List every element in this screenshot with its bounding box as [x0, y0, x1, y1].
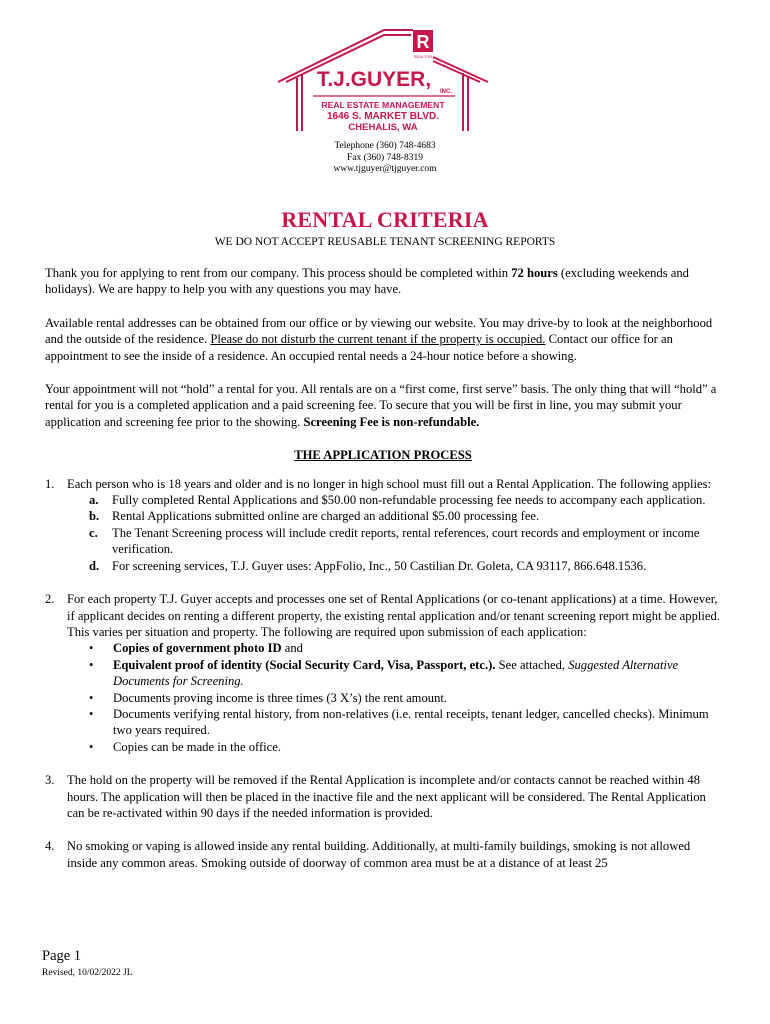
section-heading: THE APPLICATION PROCESS: [294, 448, 472, 463]
intro-paragraph-3: Your appointment will not “hold” a rental for you. All rentals are on a “first come, first serve” basis. The only thing that will “hold” a rental for you is a completed application and a paid screening fee. To secure that you will be first in line, you may submit your application and screening fee prior to the showing. Screening Fee is non-refundable.: [45, 382, 717, 429]
list-item-4: [45, 838, 721, 871]
bullet-icon: •: [89, 706, 94, 721]
intro-paragraph-2: Available rental addresses can be obtained from our office or by viewing our website. You may drive-by to look at the neighborhood and the outside of the residence. Please do not disturb the current tenant if the property is occupied. Contact our office for an appointment to see the inside of a residence. An occupied rental needs a 24-hour notice before a showing.: [45, 315, 713, 363]
contact-block: [0, 141, 770, 176]
sub-item-d: d. For screening services, T.J. Guyer uses: AppFolio, Inc., 50 Castilian Dr. Goleta, CA 93117, 866.648.1536.: [89, 558, 647, 573]
item-number: 1.: [45, 476, 55, 491]
item-number: 2.: [45, 592, 55, 607]
item-text: Each person who is 18 years and older and is no longer in high school must fill out a Rental Application. The following applies:: [67, 476, 712, 491]
page-title: RENTAL CRITERIA: [281, 207, 489, 232]
website: www.tjguyer@tjguyer.com: [333, 164, 437, 174]
revision-note: Revised, 10/02/2022 JL: [42, 968, 133, 978]
bullet-item: • Documents proving income is three times (3 X’s) the rent amount.: [89, 690, 448, 705]
bullet-icon: •: [89, 657, 94, 672]
intro-paragraph-1: Thank you for applying to rent from our company. This process should be completed within 72 hours (excluding weekends and holidays). We are happy to help you with any questions you may have.: [45, 266, 689, 297]
item-text: The hold on the property will be removed if the Rental Application is incomplete and/or contacts cannot be reached within 48 hours. The application will then be placed in the inactive file and the next applicant will be considered. The Rental Application can be re-activated within 90 days if the needed information is provided.: [67, 773, 706, 820]
list-item-2: [45, 591, 721, 755]
bullet-item: • Copies of government photo ID and: [89, 641, 303, 656]
realtor-mark: R: [416, 32, 430, 52]
bullet-item: • Documents verifying rental history, from non-relatives (i.e. rental receipts, tenant ledger, cancelled checks). Minimum two years required.: [89, 706, 709, 738]
sub-item-b: b. Rental Applications submitted online are charged an additional $5.00 processing fee.: [89, 509, 540, 524]
logo-line3: CHEHALIS, WA: [348, 122, 418, 133]
page-number: Page 1: [42, 948, 82, 964]
bullet-item: • Copies can be made in the office.: [89, 739, 281, 754]
telephone: Telephone (360) 748-4683: [334, 141, 436, 151]
logo-line2: 1646 S. MARKET BLVD.: [326, 111, 440, 122]
roof-right-outer: [433, 57, 488, 82]
list-item-1: [45, 476, 721, 574]
bullet-icon: •: [89, 739, 94, 754]
fax: Fax (360) 748-8319: [347, 152, 423, 163]
sub-item-a: a. Fully completed Rental Applications and $50.00 non-refundable processing fee needs to accompany each application.: [89, 493, 706, 508]
bullet-icon: •: [89, 641, 94, 656]
document-body: [45, 265, 721, 888]
page-subtitle: WE DO NOT ACCEPT REUSABLE TENANT SCREENING REPORTS: [214, 236, 556, 248]
list-item-3: [45, 772, 721, 821]
item-number: 4.: [45, 839, 55, 854]
bullet-item: • Equivalent proof of identity (Social Security Card, Visa, Passport, etc.). See attached, Suggested Alternative Documents for Screening.: [89, 657, 679, 689]
item-number: 3.: [45, 773, 55, 788]
sub-item-c: c. The Tenant Screening process will include credit reports, rental references, court records and employment or income verification.: [89, 525, 700, 557]
logo-inc: INC.: [440, 89, 452, 95]
logo-line1: REAL ESTATE MANAGEMENT: [321, 100, 445, 110]
item-text: No smoking or vaping is allowed inside any rental building. Additionally, at multi-family buildings, smoking is not allowed inside any common areas. Smoking outside of doorway of common area must be at a distance of at least 25: [67, 839, 691, 870]
realtor-label: REALTOR: [413, 54, 433, 59]
logo-company-name: T.J.GUYER,: [316, 68, 432, 91]
company-logo: [0, 0, 770, 140]
bullet-icon: •: [89, 690, 94, 705]
roof-right-inner: [433, 61, 480, 82]
item-text: For each property T.J. Guyer accepts and processes one set of Rental Applications (or co-tenant applications) at a time. However, if applicant decides on renting a different property, the existing rental application and/or tenant screening report might be applied. This varies per situation and property. The following are required upon submission of each application:: [67, 592, 720, 639]
